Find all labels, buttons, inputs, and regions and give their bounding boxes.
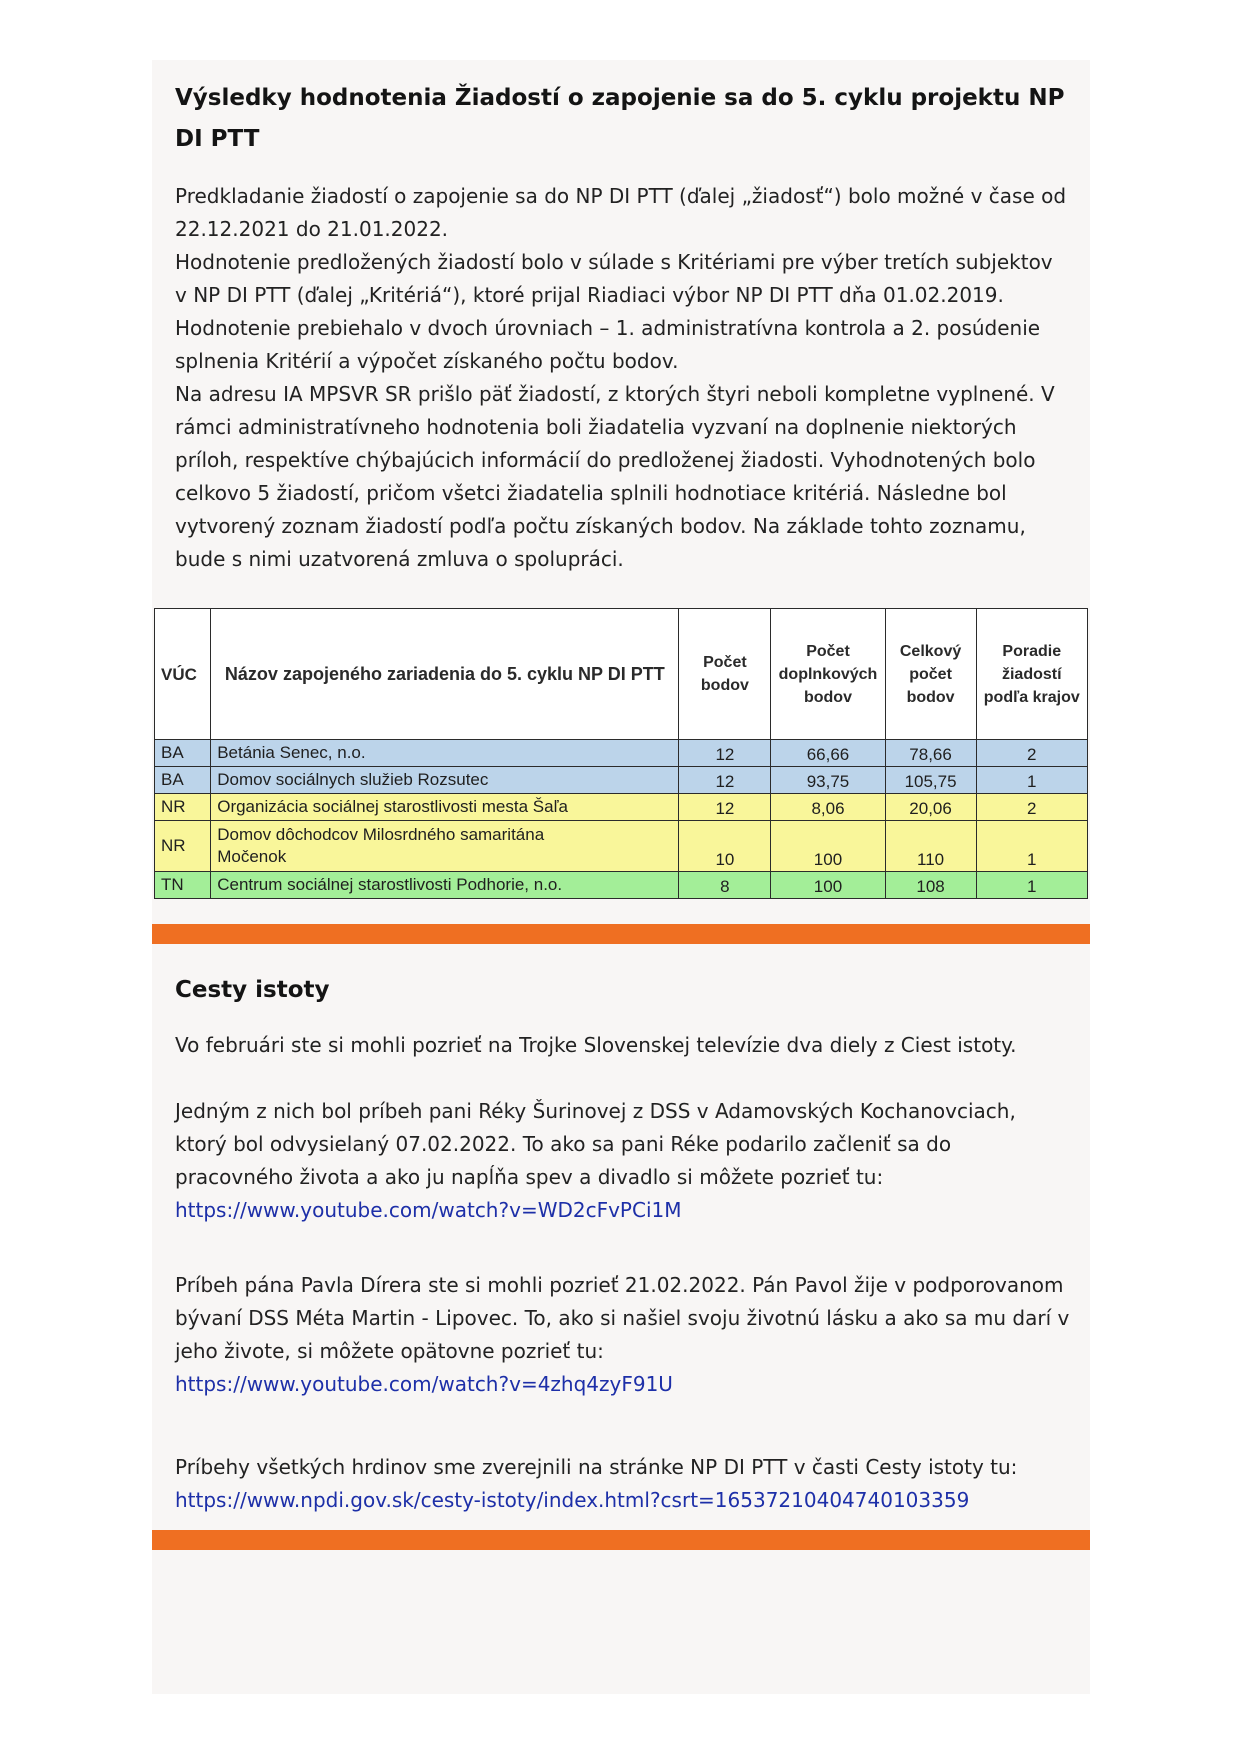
cell-rank: 2: [976, 740, 1087, 767]
cell-name: Domov sociálnych služieb Rozsutec: [211, 767, 679, 794]
cesty-istoty-section: [175, 970, 1070, 1517]
table-row: [155, 821, 1088, 872]
cell-points: 10: [679, 821, 771, 872]
story-1-link-line: [175, 1194, 1070, 1227]
header-total-points: Celkový počet bodov: [885, 609, 976, 740]
cell-total: 105,75: [885, 767, 976, 794]
table-header-row: [155, 609, 1088, 740]
table-row: [155, 767, 1088, 794]
header-extra-points: Počet doplnkových bodov: [771, 609, 885, 740]
results-table-wrapper: [154, 608, 1088, 899]
results-paragraph-2: Hodnotenie predložených žiadostí bolo v súlade s Kritériami pre výber tretích subjektov v NP DI PTT (ďalej „Kritériá“), ktoré prijal Riadiaci výbor NP DI PTT dňa 01.02.2019.: [175, 250, 1053, 307]
cell-extra: 100: [771, 872, 885, 899]
bottom-divider-band: [152, 1530, 1090, 1550]
video-link-1[interactable]: https://www.youtube.com/watch?v=WD2cFvPCi1M: [175, 1198, 682, 1222]
cell-points: 12: [679, 794, 771, 821]
video-link-2[interactable]: https://www.youtube.com/watch?v=4zhq4zyF91U: [175, 1372, 673, 1396]
cell-name: Betánia Senec, n.o.: [211, 740, 679, 767]
header-vuc: VÚC: [155, 609, 211, 740]
cell-vuc: NR: [155, 821, 211, 872]
cesty-istoty-title: Cesty istoty: [175, 977, 330, 1003]
table-row: [155, 794, 1088, 821]
cell-rank: 1: [976, 872, 1087, 899]
results-paragraph-1: Predkladanie žiadostí o zapojenie sa do NP DI PTT (ďalej „žiadosť“) bolo možné v čase od 22.12.2021 do 21.01.2022.: [175, 184, 1067, 241]
cell-points: 12: [679, 740, 771, 767]
cell-vuc: BA: [155, 767, 211, 794]
results-paragraph-3: Hodnotenie prebiehalo v dvoch úrovniach – 1. administratívna kontrola a 2. posúdenie splnenia Kritérií a výpočet získaného počtu bodov.: [175, 316, 1041, 373]
cell-total: 108: [885, 872, 976, 899]
header-rank: Poradie žiadostí podľa krajov: [976, 609, 1087, 740]
table-row: [155, 740, 1088, 767]
cell-rank: 1: [976, 821, 1087, 872]
header-points: Počet bodov: [679, 609, 771, 740]
cell-vuc: TN: [155, 872, 211, 899]
story-3-text: Príbehy všetkých hrdinov sme zverejnili na stránke NP DI PTT v časti Cesty istoty tu:: [175, 1455, 1018, 1479]
cell-name: Domov dôchodcov Milosrdného samaritána Močenok: [211, 821, 679, 872]
cell-rank: 2: [976, 794, 1087, 821]
table-row: [155, 872, 1088, 899]
story-2-link-line: [175, 1368, 1070, 1401]
results-table: [154, 608, 1088, 899]
cell-total: 78,66: [885, 740, 976, 767]
results-section: [175, 78, 1070, 576]
cell-name: Centrum sociálnej starostlivosti Podhorie, n.o.: [211, 872, 679, 899]
cell-points: 8: [679, 872, 771, 899]
cell-total: 20,06: [885, 794, 976, 821]
cell-name: Organizácia sociálnej starostlivosti mesta Šaľa: [211, 794, 679, 821]
story-3-link-line: [175, 1484, 1070, 1517]
newsletter-sheet: [152, 60, 1090, 1694]
story-2-text: Príbeh pána Pavla Dírera ste si mohli pozrieť 21.02.2022. Pán Pavol žije v podporovanom bývaní DSS Méta Martin - Lipovec. To, ako si našiel svoju životnú lásku a ako sa mu darí v jeho živote, si môžete opätovne pozrieť tu:: [175, 1273, 1070, 1363]
cell-extra: 66,66: [771, 740, 885, 767]
results-title: Výsledky hodnotenia Žiadostí o zapojenie sa do 5. cyklu projektu NP DI PTT: [175, 85, 1065, 152]
cell-extra: 93,75: [771, 767, 885, 794]
results-paragraph-4: Na adresu IA MPSVR SR prišlo päť žiadostí, z ktorých štyri neboli kompletne vyplnené. V rámci administratívneho hodnotenia boli žiadatelia vyzvaní na doplnenie niektorých príloh, respektíve chýbajúcich informácií do predloženej žiadosti. Vyhodnotených bolo celkovo 5 žiadostí, pričom všetci žiadatelia splnili hodnotiace kritériá. Následne bol vytvorený zoznam žiadostí podľa počtu získaných bodov. Na základe tohto zoznamu, bude s nimi uzatvorená zmluva o spolupráci.: [175, 382, 1055, 571]
cell-vuc: BA: [155, 740, 211, 767]
cell-points: 12: [679, 767, 771, 794]
cell-extra: 8,06: [771, 794, 885, 821]
cesty-istoty-page-link[interactable]: https://www.npdi.gov.sk/cesty-istoty/index.html?csrt=16537210404740103359: [175, 1488, 970, 1512]
cesty-intro-text: Vo februári ste si mohli pozrieť na Trojke Slovenskej televízie dva diely z Ciest istoty.: [175, 1033, 1017, 1057]
cell-vuc: NR: [155, 794, 211, 821]
cell-total: 110: [885, 821, 976, 872]
cell-rank: 1: [976, 767, 1087, 794]
section-divider-band: [152, 924, 1090, 944]
story-1-text: Jedným z nich bol príbeh pani Réky Šurinovej z DSS v Adamovských Kochanovciach, ktorý bol odvysielaný 07.02.2022. To ako sa pani Réke podarilo začleniť sa do pracovného života a ako ju napĺňa spev a divadlo si môžete pozrieť tu:: [175, 1099, 1016, 1189]
cell-extra: 100: [771, 821, 885, 872]
header-name: Názov zapojeného zariadenia do 5. cyklu NP DI PTT: [211, 609, 679, 740]
